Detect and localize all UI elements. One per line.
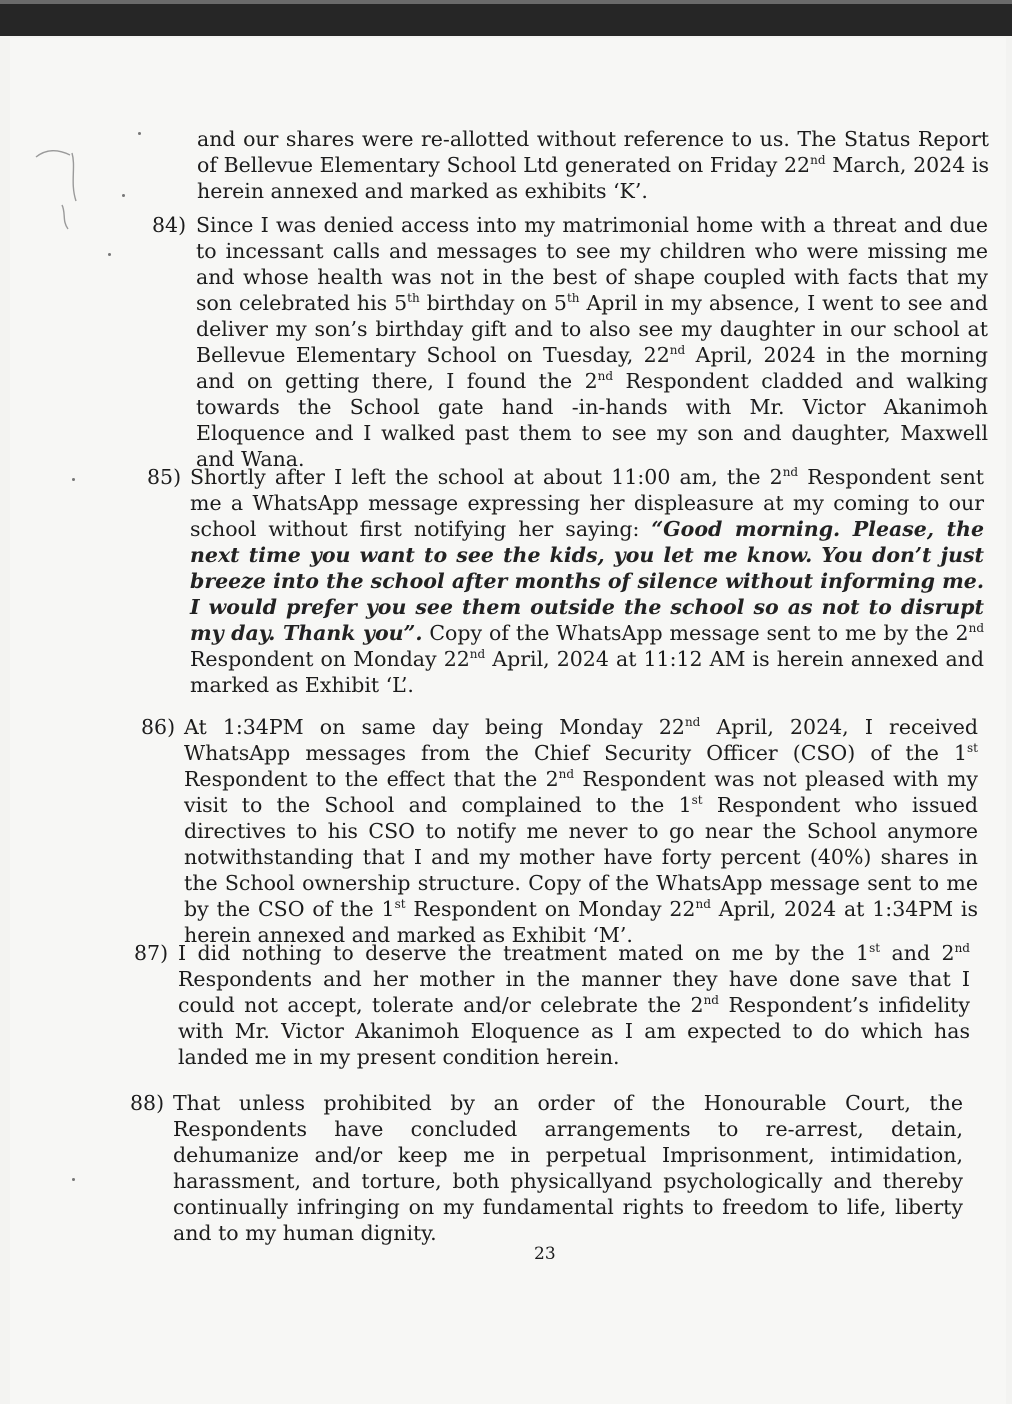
superscript: nd bbox=[669, 343, 686, 358]
superscript: st bbox=[869, 941, 881, 956]
margin-scribble bbox=[32, 143, 82, 233]
superscript: st bbox=[691, 793, 703, 808]
scan-speck bbox=[122, 194, 125, 197]
text: April, 2024 at 1:34PM is herein annexed and marked as Exhibit ‘M’. bbox=[184, 897, 978, 947]
text: April, 2024, I received WhatsApp messages from the Chief Security Officer (CSO) of the 1 bbox=[184, 715, 978, 765]
text: Respondent cladded and walking towards the School gate hand -in-hands with Mr. Victor Akanimoh Eloquence and I walked past them to see my son and daughter, Maxwell and Wana. bbox=[196, 369, 989, 471]
text: Respondent on Monday 22 bbox=[405, 897, 696, 921]
scanner-top-border bbox=[0, 0, 1012, 36]
text: March, 2024 is herein annexed and marked as exhibits ‘K’. bbox=[197, 153, 990, 203]
paragraph-88 bbox=[173, 1090, 963, 1246]
superscript: nd bbox=[782, 465, 799, 480]
text: Respondent to the effect that the 2 bbox=[184, 767, 559, 791]
text: April, 2024 in the morning and on getting there, I found the 2 bbox=[196, 343, 988, 393]
paragraph-number-85: 85) bbox=[147, 465, 182, 489]
scanner-edge bbox=[0, 0, 1012, 4]
scan-speck bbox=[138, 132, 141, 135]
text: birthday on 5 bbox=[419, 291, 567, 315]
scan-speck bbox=[72, 1178, 75, 1181]
intro-paragraph bbox=[197, 126, 989, 204]
superscript: nd bbox=[558, 767, 575, 782]
scan-speck bbox=[108, 253, 111, 256]
text: Respondent who issued directives to his CSO to notify me never to go near the School anymore notwithstanding that I and my mother have forty percent (40%) shares in the School ownership structure. Copy of the WhatsApp message sent to me by the CSO of the 1 bbox=[184, 793, 979, 921]
superscript: nd bbox=[810, 153, 826, 168]
text: April in my absence, I went to see and deliver my son’s birthday gift and to also see my daughter in our school at Bellevue Elementary School on Tuesday, 22 bbox=[196, 291, 989, 367]
paragraph-84 bbox=[196, 212, 988, 472]
paragraph-86 bbox=[184, 714, 978, 948]
text: Copy of the WhatsApp message sent to me by the 2 bbox=[422, 621, 969, 645]
text: Respondent on Monday 22 bbox=[190, 647, 470, 671]
text: Respondent’s infidelity with Mr. Victor Akanimoh Eloquence as I am expected to do which has landed me in my present condition herein. bbox=[178, 993, 971, 1069]
text: That unless prohibited by an order of the Honourable Court, the Respondents have concluded arrangements to re-arrest, detain, dehumanize and/or keep me in perpetual Imprisonment, intimidation, harassment, and torture, both physicallyand psychologically and thereby continually infringing on my fundamental rights to freedom to life, liberty and to my human dignity. bbox=[173, 1091, 963, 1245]
text: Respondents and her mother in the manner they have done save that I could not accept, tolerate and/or celebrate the 2 bbox=[178, 967, 970, 1017]
superscript: nd bbox=[695, 897, 711, 912]
text: and our shares were re-allotted without reference to us. The Status Report of Bellevue Elementary School Ltd generated on Friday 22 bbox=[197, 127, 989, 177]
superscript: nd bbox=[703, 993, 719, 1008]
page-number: 23 bbox=[534, 1244, 556, 1264]
text: Since I was denied access into my matrimonial home with a threat and due to incessant calls and messages to see my children who were missing me and whose health was not in the best of shape coupled with facts that my son celebrated his 5 bbox=[196, 213, 988, 315]
superscript: st bbox=[967, 741, 978, 756]
paragraph-number-88: 88) bbox=[130, 1091, 165, 1115]
paragraph-85 bbox=[190, 464, 984, 698]
superscript: st bbox=[394, 897, 406, 912]
superscript: nd bbox=[954, 941, 970, 956]
text: Respondent was not pleased with my visit to the School and complained to the 1 bbox=[184, 767, 978, 817]
text: and 2 bbox=[880, 941, 955, 965]
paragraph-87 bbox=[178, 940, 970, 1070]
superscript: nd bbox=[597, 369, 614, 384]
text: At 1:34PM on same day being Monday 22 bbox=[184, 715, 685, 739]
text: Shortly after I left the school at about 11:00 am, the 2 bbox=[190, 465, 783, 489]
superscript: th bbox=[407, 291, 420, 306]
paragraph-number-87: 87) bbox=[134, 941, 169, 965]
text: I did nothing to deserve the treatment mated on me by the 1 bbox=[178, 941, 870, 965]
text: Respondent sent me a WhatsApp message expressing her displeasure at my coming to our school without first notifying her saying: bbox=[190, 465, 985, 541]
superscript: nd bbox=[684, 715, 701, 730]
paragraph-number-84: 84) bbox=[152, 213, 187, 237]
quoted-message: “Good morning. Please, the next time you want to see the kids, you let me know. You don’t just breeze into the school after months of silence without informing me. I would prefer you see them outside the school so as not to disrupt my day. Thank you”. bbox=[190, 517, 984, 645]
superscript: nd bbox=[469, 647, 486, 662]
superscript: th bbox=[566, 291, 580, 306]
text: April, 2024 at 11:12 AM is herein annexed and marked as Exhibit ‘L’. bbox=[190, 647, 984, 697]
paragraph-number-86: 86) bbox=[141, 715, 176, 739]
scan-speck bbox=[72, 478, 75, 481]
superscript: nd bbox=[968, 621, 985, 636]
